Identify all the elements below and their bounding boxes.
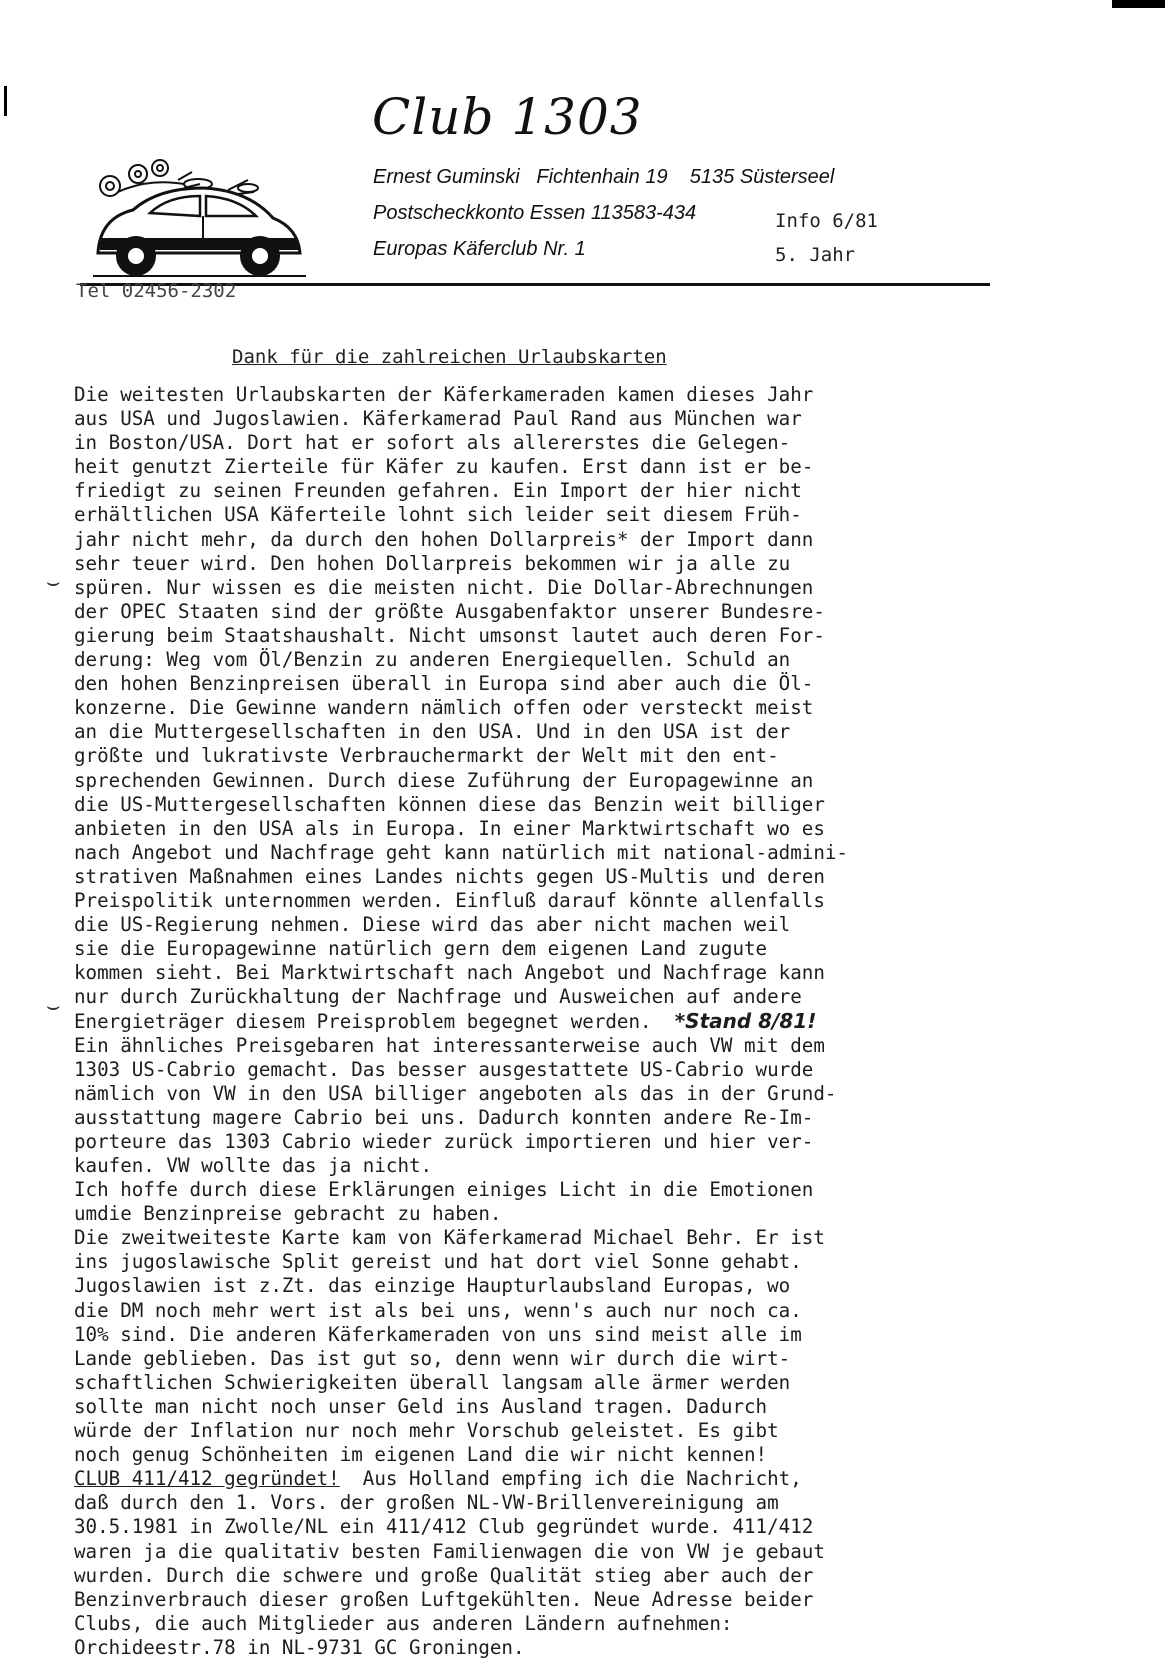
body-line: porteure das 1303 Cabrio wieder zurück importieren und hier ver- bbox=[74, 1129, 814, 1153]
body-line: an die Muttergesellschaften in den USA. Und in den USA ist der bbox=[74, 720, 791, 744]
club-411-heading-line bbox=[74, 1467, 989, 1491]
body-line: wurden. Durch die schwere und große Qualität stieg aber auch der bbox=[74, 1563, 814, 1587]
club-411-heading: CLUB 411/412 gegründet! bbox=[74, 1467, 340, 1491]
body-line: heit genutzt Zierteile für Käfer zu kaufen. Erst dann ist er be- bbox=[74, 455, 814, 479]
margin-mark: ⌣ bbox=[46, 994, 61, 1019]
body-line: aus USA und Jugoslawien. Käferkamerad Paul Rand aus München war bbox=[74, 407, 802, 431]
club-logo-title: Club 1303 bbox=[372, 88, 643, 146]
club-phone: Tel 02456-2302 bbox=[76, 280, 237, 302]
body-line: kommen sieht. Bei Marktwirtschaft nach Angebot und Nachfrage kann bbox=[74, 961, 825, 985]
body-line: Energieträger diesem Preisproblem begegnet werden. bbox=[74, 1010, 652, 1034]
club-year: 5. Jahr bbox=[775, 244, 856, 266]
body-line: anbieten in den USA als in Europa. In einer Marktwirtschaft wo es bbox=[74, 816, 825, 840]
body-line: der OPEC Staaten sind der größte Ausgabenfaktor unserer Bundesre- bbox=[74, 599, 825, 623]
body-line: den hohen Benzinpreisen überall in Europa sind aber auch die Öl- bbox=[74, 672, 814, 696]
beetle-car-icon bbox=[88, 158, 308, 283]
body-line: Preispolitik unternommen werden. Einfluß darauf könnte allenfalls bbox=[74, 888, 825, 912]
body-line: nur durch Zurückhaltung der Nachfrage und Ausweichen auf andere bbox=[74, 985, 802, 1009]
body-line: sehr teuer wird. Den hohen Dollarpreis bekommen wir ja alle zu bbox=[74, 551, 791, 575]
body-line: die DM noch mehr wert ist als bei uns, wenn's auch nur noch ca. bbox=[74, 1298, 802, 1322]
body-line: noch genug Schönheiten im eigenen Land die wir nicht kennen! bbox=[74, 1443, 768, 1467]
body-line: die US-Regierung nehmen. Diese wird das aber nicht machen weil bbox=[74, 913, 791, 937]
body-line: 30.5.1981 in Zwolle/NL ein 411/412 Club gegründet wurde. 411/412 bbox=[74, 1515, 814, 1539]
body-line: größte und lukrativste Verbrauchermarkt der Welt mit den ent- bbox=[74, 744, 779, 768]
body-line: waren ja die qualitativ besten Familienwagen die von VW je gebaut bbox=[74, 1539, 825, 1563]
body-line: erhältlichen USA Käferteile lohnt sich leider seit diesem Früh- bbox=[74, 503, 802, 527]
article-headline: Dank für die zahlreichen Urlaubskarten bbox=[232, 346, 667, 368]
body-line: die US-Muttergesellschaften können diese das Benzin weit billiger bbox=[74, 792, 825, 816]
club-tagline: Europas Käferclub Nr. 1 bbox=[373, 238, 586, 260]
body-line-with-note bbox=[74, 1009, 989, 1033]
body-line: sollte man nicht noch unser Geld ins Ausland tragen. Dadurch bbox=[74, 1394, 768, 1418]
body-line: Die zweitweiteste Karte kam von Käferkamerad Michael Behr. Er ist bbox=[74, 1226, 825, 1250]
club-411-heading-rest: Aus Holland empfing ich die Nachricht, bbox=[339, 1467, 802, 1491]
body-line: Orchideestr.78 in NL-9731 GC Groningen. bbox=[74, 1635, 525, 1659]
body-line: nach Angebot und Nachfrage geht kann natürlich mit national-admini- bbox=[74, 840, 848, 864]
body-line: daß durch den 1. Vors. der großen NL-VW-Brillenvereinigung am bbox=[74, 1491, 779, 1515]
body-line: schaftlichen Schwierigkeiten überall langsam alle ärmer werden bbox=[74, 1370, 791, 1394]
body-line: Ein ähnliches Preisgebaren hat interessanterweise auch VW mit dem bbox=[74, 1033, 825, 1057]
body-line: sprechenden Gewinnen. Durch diese Zuführung der Europagewinne an bbox=[74, 768, 814, 792]
body-line: in Boston/USA. Dort hat er sofort als allererstes die Gelegen- bbox=[74, 431, 791, 455]
body-line: kaufen. VW wollte das ja nicht. bbox=[74, 1154, 433, 1177]
body-line: 10% sind. Die anderen Käferkameraden von uns sind meist alle im bbox=[74, 1322, 802, 1346]
body-line: strativen Maßnahmen eines Landes nichts gegen US-Multis und deren bbox=[74, 864, 825, 888]
margin-tick bbox=[4, 86, 7, 116]
scan-edge-mark bbox=[1112, 0, 1165, 8]
body-line: Die weitesten Urlaubskarten der Käferkameraden kamen dieses Jahr bbox=[74, 383, 814, 406]
body-line: ins jugoslawische Split gereist und hat dort viel Sonne gehabt. bbox=[74, 1250, 802, 1274]
club-address: Ernest Guminski Fichtenhain 19 5135 Süsterseel bbox=[373, 166, 835, 188]
body-line: Lande geblieben. Das ist gut so, denn wenn wir durch die wirt- bbox=[74, 1346, 791, 1370]
margin-mark: ⌣ bbox=[46, 570, 61, 595]
body-line: Benzinverbrauch dieser großen Luftgekühlten. Neue Adresse beider bbox=[74, 1587, 814, 1611]
body-line: umdie Benzinpreise gebracht zu haben. bbox=[74, 1202, 502, 1226]
body-line: 1303 US-Cabrio gemacht. Das besser ausgestattete US-Cabrio wurde bbox=[74, 1057, 814, 1081]
body-line: friedigt zu seinen Freunden gefahren. Ein Import der hier nicht bbox=[74, 479, 802, 503]
body-line: würde der Inflation nur noch mehr Vorschub geleistet. Es gibt bbox=[74, 1419, 779, 1443]
club-account: Postscheckkonto Essen 113583-434 bbox=[373, 202, 697, 224]
handwritten-note: *Stand 8/81! bbox=[674, 1009, 817, 1034]
body-line: spüren. Nur wissen es die meisten nicht. Die Dollar-Abrechnungen bbox=[74, 575, 814, 599]
body-line: nämlich von VW in den USA billiger angeboten als das in der Grund- bbox=[74, 1081, 837, 1105]
body-line: gierung beim Staatshaushalt. Nicht umsonst lautet auch deren For- bbox=[74, 623, 825, 647]
body-line: Jugoslawien ist z.Zt. das einzige Haupturlaubsland Europas, wo bbox=[74, 1274, 791, 1298]
body-line: Clubs, die auch Mitglieder aus anderen Ländern aufnehmen: bbox=[74, 1611, 733, 1635]
body-line: Ich hoffe durch diese Erklärungen einiges Licht in die Emotionen bbox=[74, 1178, 814, 1202]
article-body bbox=[74, 383, 989, 1660]
body-line: ausstattung magere Cabrio bei uns. Dadurch konnten andere Re-Im- bbox=[74, 1105, 814, 1129]
body-line: sie die Europagewinne natürlich gern dem eigenen Land zugute bbox=[74, 937, 768, 961]
body-line: jahr nicht mehr, da durch den hohen Dollarpreis* der Import dann bbox=[74, 527, 814, 551]
body-line: konzerne. Die Gewinne wandern nämlich offen oder versteckt meist bbox=[74, 696, 814, 720]
info-number: Info 6/81 bbox=[775, 210, 878, 232]
body-line: derung: Weg vom Öl/Benzin zu anderen Energiequellen. Schuld an bbox=[74, 648, 791, 672]
